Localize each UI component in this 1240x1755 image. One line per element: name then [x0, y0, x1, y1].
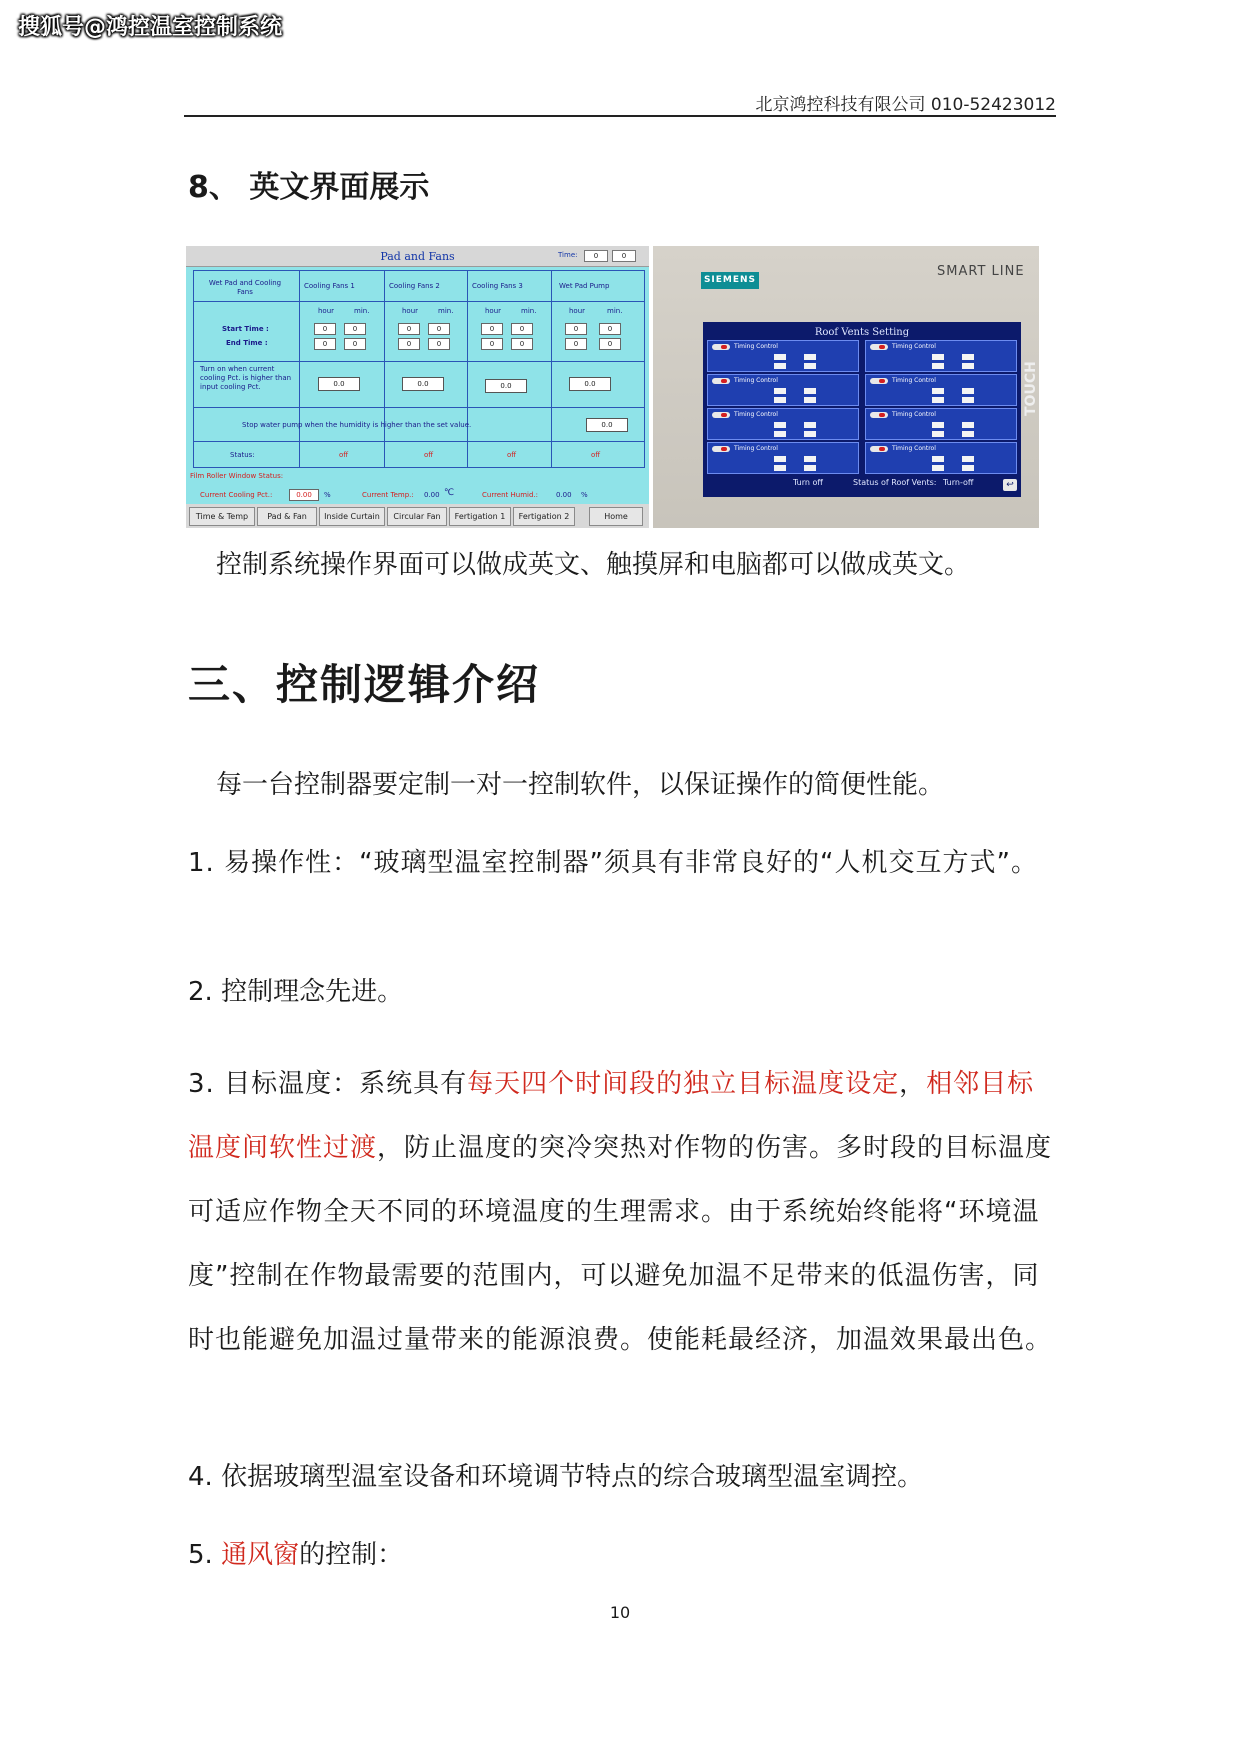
grid-divider — [194, 441, 644, 442]
toggle-icon[interactable] — [712, 344, 730, 350]
pump-start-hour[interactable]: 0 — [565, 323, 587, 335]
timing-control-1[interactable] — [707, 340, 859, 372]
item-5-highlight: 通风窗 — [221, 1540, 300, 1570]
timing-control-5[interactable] — [865, 340, 1017, 372]
item-3-text-c: ，防止温度的突冷突热对作物的伤害。多时段的目标温度可适应作物全天不同的环境温度的生理需求。由于系统始终能将“环境温度”控制在作物最需要的范围内，可以避免加温不足带来的低温伤害，同时也能避免加温过量带来的能源浪费。使能耗最经济，加温效果最出色。 — [188, 1133, 1053, 1355]
item-3 — [188, 1052, 1058, 1372]
humid-unit: % — [581, 491, 588, 499]
roof-vents-turn-off: Turn-off — [943, 478, 974, 487]
item-3-text-b: ， — [899, 1069, 927, 1099]
page-header-company: 北京鸿控科技有限公司 010-52423012 — [755, 95, 1056, 115]
end-time-label: End Time : — [226, 339, 268, 347]
item-5-text-b: 的控制： — [299, 1540, 404, 1570]
control-label: Timing Control — [892, 411, 936, 418]
toggle-icon[interactable] — [712, 446, 730, 452]
nav-fertigation-1[interactable]: Fertigation 1 — [449, 507, 511, 526]
status-roof-vents-label: Status of Roof Vents: — [853, 478, 937, 487]
item-1: 1. 易操作性：“玻璃型温室控制器”须具有非常良好的“人机交互方式”。 — [188, 848, 1038, 878]
nav-fertigation-2[interactable]: Fertigation 2 — [513, 507, 575, 526]
control-label: Timing Control — [734, 343, 778, 350]
nav-pad-fan[interactable]: Pad & Fan — [257, 507, 317, 526]
back-icon[interactable]: ↩ — [1003, 479, 1017, 491]
settings-grid — [193, 270, 645, 468]
grid-divider — [194, 407, 644, 408]
min-label: min. — [438, 307, 454, 315]
nav-home[interactable]: Home — [589, 507, 643, 526]
pump-pct-input[interactable]: 0.0 — [569, 377, 611, 391]
hmi-nav-bar — [186, 504, 649, 528]
toggle-icon[interactable] — [870, 344, 888, 350]
pad-and-fans-screenshot — [186, 246, 649, 528]
hour-label: hour — [402, 307, 419, 315]
film-roller-label: Film Roller Window Status: — [190, 472, 284, 480]
current-temp-value: 0.00 — [424, 491, 440, 499]
control-label: Timing Control — [892, 343, 936, 350]
hour-label: hour — [485, 307, 502, 315]
pump-start-min[interactable]: 0 — [599, 323, 621, 335]
fans3-status: off — [507, 451, 517, 459]
fans1-end-min[interactable]: 0 — [344, 338, 366, 350]
time-label: Time: — [558, 251, 578, 259]
hmi-title: Pad and Fans — [380, 250, 455, 263]
page-number: 10 — [609, 1603, 631, 1622]
timing-control-7[interactable] — [865, 408, 1017, 440]
fans2-end-hour[interactable]: 0 — [398, 338, 420, 350]
fans3-end-min[interactable]: 0 — [511, 338, 533, 350]
nav-time-temp[interactable]: Time & Temp — [189, 507, 255, 526]
timing-control-8[interactable] — [865, 442, 1017, 474]
item-2: 2. 控制理念先进。 — [188, 977, 404, 1007]
time-hour-box: 0 — [584, 250, 608, 262]
toggle-icon[interactable] — [870, 412, 888, 418]
nav-circular-fan[interactable]: Circular Fan — [387, 507, 447, 526]
col-header-wet-pad-cooling: Wet Pad and Cooling Fans — [208, 279, 282, 296]
col-header-pump: Wet Pad Pump — [559, 282, 610, 290]
toggle-icon[interactable] — [712, 412, 730, 418]
min-label: min. — [607, 307, 623, 315]
current-humid-label: Current Humid.: — [482, 491, 539, 499]
item-4: 4. 依据玻璃型温室设备和环境调节特点的综合玻璃型温室调控。 — [188, 1462, 924, 1492]
hour-label: hour — [569, 307, 586, 315]
col-header-fans-1: Cooling Fans 1 — [304, 282, 355, 290]
fans1-start-hour[interactable]: 0 — [314, 323, 336, 335]
stop-pump-label: Stop water pump when the humidity is higher than the set value. — [242, 421, 472, 429]
turn-on-label: Turn on when current cooling Pct. is higher than input cooling Pct. — [200, 365, 292, 391]
item-5-text-a: 5. — [188, 1540, 222, 1570]
intro-paragraph: 每一台控制器要定制一对一控制软件，以保证操作的简便性能。 — [216, 770, 945, 800]
smart-line-label: SMART LINE — [937, 264, 1025, 279]
fans2-status: off — [424, 451, 434, 459]
section-heading: 8、 英文界面展示 — [188, 170, 430, 205]
current-cooling-label: Current Cooling Pct.: — [200, 491, 273, 499]
grid-divider — [194, 301, 644, 302]
fans2-end-min[interactable]: 0 — [428, 338, 450, 350]
control-label: Timing Control — [734, 445, 778, 452]
humidity-set-input[interactable]: 0.0 — [586, 418, 628, 432]
current-humid-value: 0.00 — [556, 491, 572, 499]
control-label: Timing Control — [734, 411, 778, 418]
col-header-fans-2: Cooling Fans 2 — [389, 282, 440, 290]
toggle-icon[interactable] — [712, 378, 730, 384]
timing-control-3[interactable] — [707, 408, 859, 440]
control-label: Timing Control — [892, 377, 936, 384]
current-temp-label: Current Temp.: — [362, 491, 414, 499]
control-label: Timing Control — [734, 377, 778, 384]
fans2-pct-input[interactable]: 0.0 — [402, 377, 444, 391]
pump-end-min[interactable]: 0 — [599, 338, 621, 350]
item-3-highlight-1: 每天四个时间段的独立目标温度设定 — [467, 1069, 900, 1099]
fans2-start-hour[interactable]: 0 — [398, 323, 420, 335]
hour-label: hour — [318, 307, 335, 315]
fans3-end-hour[interactable]: 0 — [481, 338, 503, 350]
watermark: 搜狐号@鸿控温室控制系统 — [18, 15, 283, 40]
siemens-logo: SIEMENS — [701, 272, 759, 289]
timing-control-6[interactable] — [865, 374, 1017, 406]
item-3-text-a: 3. 目标温度：系统具有 — [188, 1069, 468, 1099]
current-cooling-value: 0.00 — [289, 489, 319, 501]
fans1-start-min[interactable]: 0 — [344, 323, 366, 335]
chapter-heading: 三、控制逻辑介绍 — [188, 660, 541, 709]
item-5 — [188, 1538, 1058, 1572]
nav-inside-curtain[interactable]: Inside Curtain — [319, 507, 385, 526]
min-label: min. — [521, 307, 537, 315]
toggle-icon[interactable] — [870, 378, 888, 384]
fans1-end-hour[interactable]: 0 — [314, 338, 336, 350]
item-3-highlight-2: 相邻目标温度间软性过渡 — [188, 1069, 1035, 1163]
image-caption: 控制系统操作界面可以做成英文、触摸屏和电脑都可以做成英文。 — [216, 550, 971, 580]
col-header-fans-3: Cooling Fans 3 — [472, 282, 523, 290]
min-label: min. — [354, 307, 370, 315]
toggle-icon[interactable] — [870, 446, 888, 452]
start-time-label: Start Time : — [222, 325, 269, 333]
time-min-box: 0 — [612, 250, 636, 262]
fans2-start-min[interactable]: 0 — [428, 323, 450, 335]
fans3-pct-input[interactable]: 0.0 — [485, 379, 527, 393]
fans1-pct-input[interactable]: 0.0 — [318, 377, 360, 391]
status-label: Status: — [230, 451, 255, 459]
temp-unit: ℃ — [444, 488, 455, 498]
turn-off-status: Turn off — [793, 478, 823, 487]
header-divider — [184, 115, 1056, 117]
pump-status: off — [591, 451, 601, 459]
grid-divider — [194, 361, 644, 362]
fans1-status: off — [339, 451, 349, 459]
timing-control-2[interactable] — [707, 374, 859, 406]
roof-vents-title: Roof Vents Setting — [814, 327, 910, 338]
touch-label: TOUCH — [1023, 361, 1039, 416]
touch-screen — [703, 322, 1021, 497]
timing-control-4[interactable] — [707, 442, 859, 474]
pump-end-hour[interactable]: 0 — [565, 338, 587, 350]
fans3-start-min[interactable]: 0 — [511, 323, 533, 335]
roof-vents-panel-photo — [653, 246, 1039, 528]
fans3-start-hour[interactable]: 0 — [481, 323, 503, 335]
control-label: Timing Control — [892, 445, 936, 452]
pct-unit: % — [324, 491, 331, 499]
